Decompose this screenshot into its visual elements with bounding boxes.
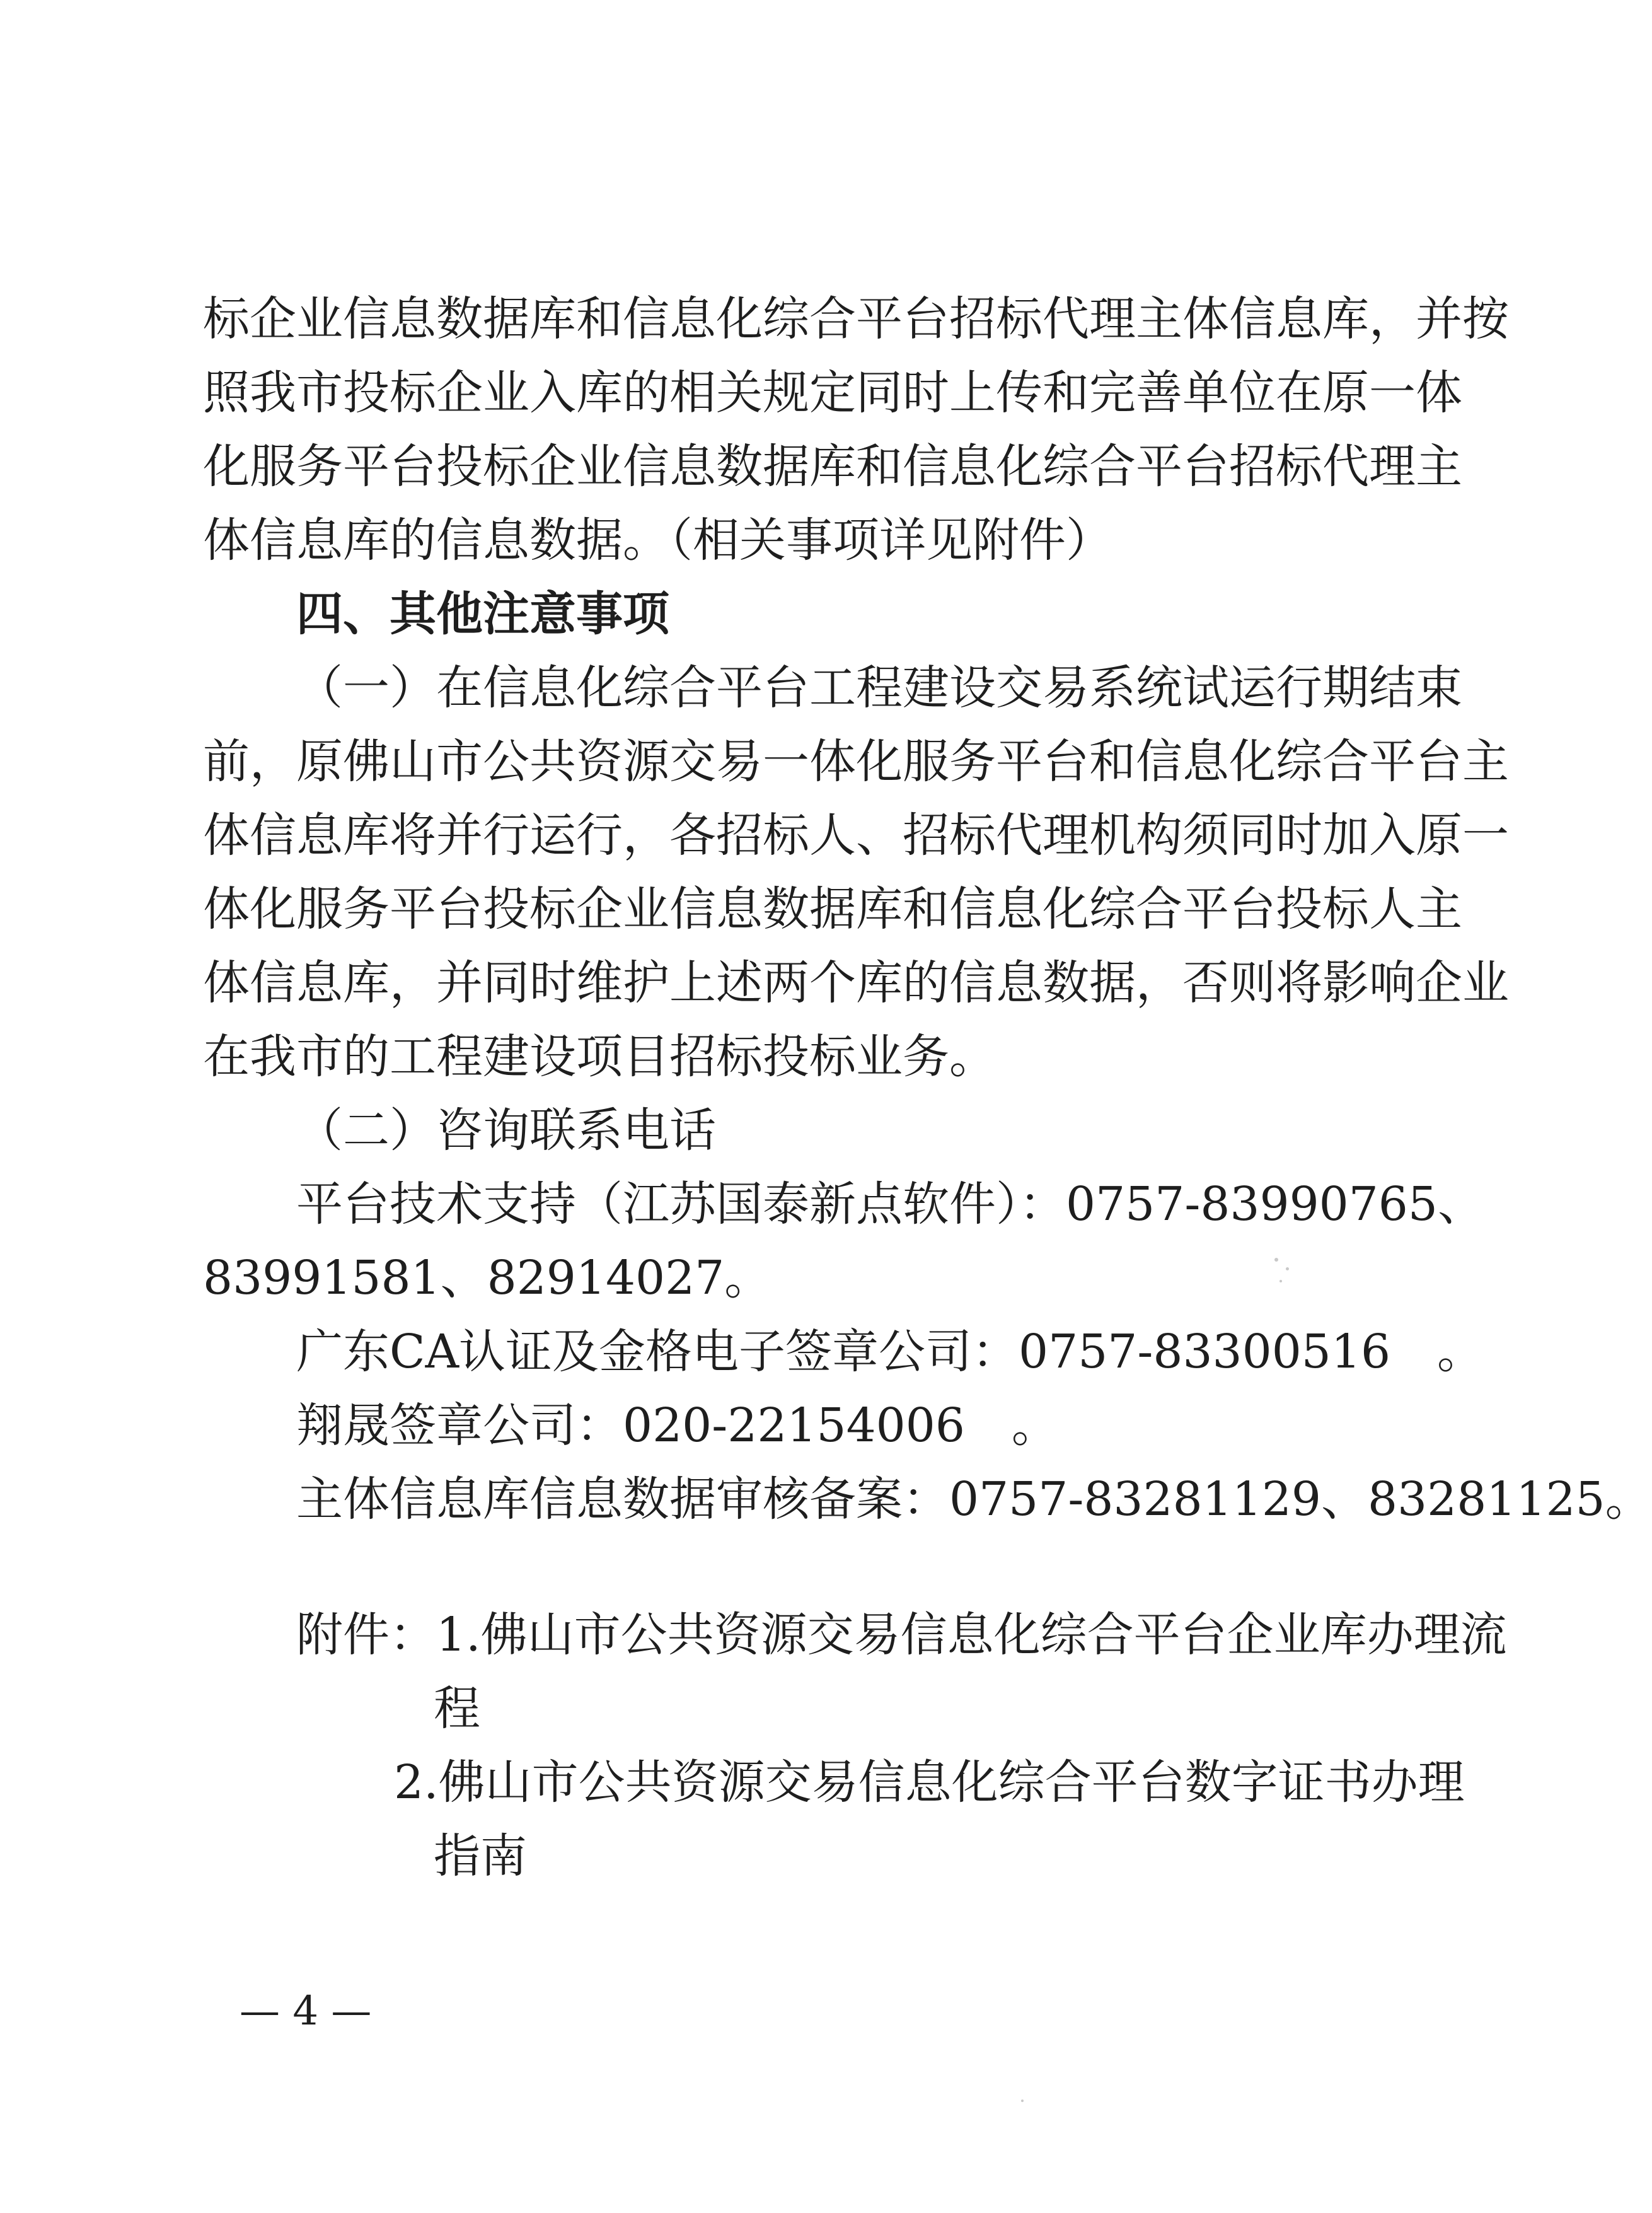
paragraph-line: 体信息库将并行运行，各招标人、招标代理机构须同时加入原一 (203, 808, 1509, 863)
paragraph-line: 前，原佛山市公共资源交易一体化服务平台和信息化综合平台主 (203, 735, 1509, 789)
attachment-item: 2.佛山市公共资源交易信息化综合平台数字证书办理 (394, 1755, 1465, 1809)
paragraph-line: 在我市的工程建设项目招标投标业务。 (203, 1030, 996, 1084)
attachment-item-continuation: 程 (434, 1682, 480, 1736)
contact-line: 翔晟签章公司：020-22154006 。 (296, 1398, 1058, 1453)
contact-line: 平台技术支持（江苏国泰新点软件）：0757-83990765、 (296, 1177, 1484, 1231)
paragraph-line: 体信息库，并同时维护上述两个库的信息数据，否则将影响企业 (203, 956, 1509, 1010)
attachment-item: 附件：1.佛山市公共资源交易信息化综合平台企业库办理流 (296, 1608, 1507, 1662)
subsection-heading: （二）咨询联系电话 (296, 1103, 716, 1158)
scan-speck (1021, 2100, 1024, 2102)
paragraph-line: （一）在信息化综合平台工程建设交易系统试运行期结束 (296, 661, 1462, 715)
page-number: — 4 — (240, 1988, 372, 2035)
paragraph-line: 体信息库的信息数据。（相关事项详见附件） (203, 513, 1112, 567)
contact-line: 83991581、82914027。 (203, 1251, 771, 1305)
attachment-item-continuation: 指南 (434, 1829, 527, 1883)
section-heading: 四、其他注意事项 (296, 587, 669, 641)
scan-speck (1274, 1258, 1278, 1262)
paragraph-line: 照我市投标企业入库的相关规定同时上传和完善单位在原一体 (203, 366, 1462, 420)
scan-speck (1286, 1267, 1289, 1270)
paragraph-line: 化服务平台投标企业信息数据库和信息化综合平台招标代理主 (203, 439, 1462, 494)
paragraph-line: 体化服务平台投标企业信息数据库和信息化综合平台投标人主 (203, 882, 1462, 936)
scan-speck (1279, 1280, 1282, 1282)
paragraph-line: 标企业信息数据库和信息化综合平台招标代理主体信息库，并按 (203, 292, 1509, 346)
contact-line: 主体信息库信息数据审核备案：0757-83281129、83281125。 (296, 1472, 1652, 1526)
contact-line: 广东CA认证及金格电子签章公司：0757-83300516 。 (296, 1325, 1484, 1379)
